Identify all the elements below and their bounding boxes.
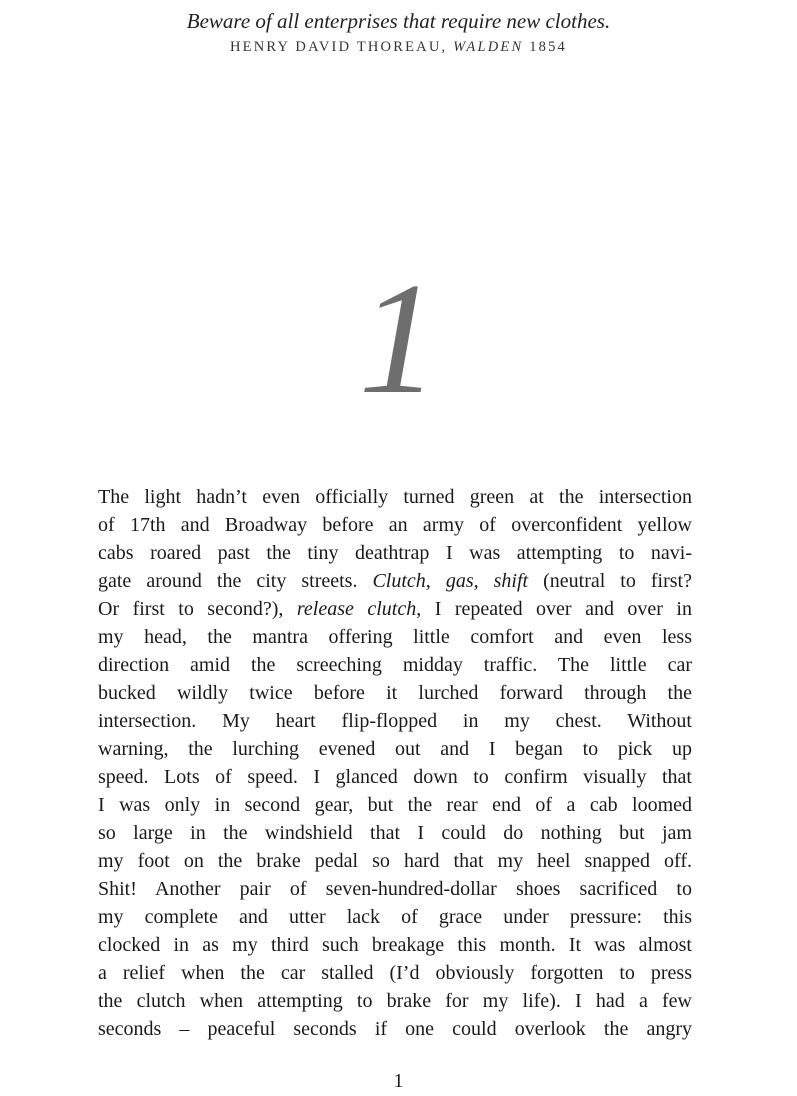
text-line [98,819,692,847]
italic-phrase: Clutch, gas, shift [372,570,529,592]
epigraph [0,6,797,58]
text-segment: seconds – peaceful seconds if one could overlook the angry [98,1018,692,1040]
epigraph-author: HENRY DAVID THOREAU, [229,39,448,55]
text-segment: (neutral to first? [528,570,692,592]
text-line [98,903,692,931]
text-line [98,511,692,539]
text-segment: The light hadn’t even officially turned green at the intersection [98,486,692,508]
text-line [98,651,692,679]
text-segment: the clutch when attempting to brake for my life). I had a few [98,990,692,1012]
text-line [98,959,692,987]
text-segment: bucked wildly twice before it lurched forward through the [98,682,692,704]
text-segment: of 17th and Broadway before an army of overconfident yellow [98,514,692,536]
chapter-number: 1 [358,249,439,427]
text-line [98,623,692,651]
text-segment: intersection. My heart flip-flopped in my chest. Without [98,710,692,732]
text-segment: Or first to second?), [98,598,297,620]
epigraph-attribution [0,36,797,58]
text-segment: my complete and utter lack of grace under pressure: this [98,906,692,928]
text-segment: , I repeated over and over in [416,598,692,620]
text-line [98,539,692,567]
text-segment: a relief when the car stalled (I’d obviously forgotten to press [98,962,692,984]
text-segment: speed. Lots of speed. I glanced down to confirm visually that [98,766,692,788]
text-line [98,595,692,623]
text-segment: gate around the city streets. [98,570,373,592]
chapter-body-text [98,483,692,1043]
text-segment: direction amid the screeching midday traffic. The little car [98,654,692,676]
text-segment: clocked in as my third such breakage this month. It was almost [98,934,692,956]
text-segment: my foot on the brake pedal so hard that my heel snapped off. [98,850,692,872]
text-line [98,931,692,959]
text-line [98,707,692,735]
epigraph-year: 1854 [529,39,567,55]
text-line [98,1015,692,1043]
text-line [98,483,692,511]
text-line [98,875,692,903]
text-line [98,987,692,1015]
text-segment: warning, the lurching evened out and I began to pick up [98,738,692,760]
text-line [98,567,692,595]
text-segment: my head, the mantra offering little comfort and even less [98,626,692,648]
italic-phrase: release clutch [296,598,417,620]
epigraph-work: WALDEN [453,39,524,55]
text-line [98,791,692,819]
text-segment: I was only in second gear, but the rear end of a cab loomed [98,794,692,816]
text-line [98,763,692,791]
text-segment: cabs roared past the tiny deathtrap I was attempting to navi- [98,542,692,564]
page-number: 1 [393,1070,404,1092]
text-segment: Shit! Another pair of seven-hundred-dollar shoes sacrificed to [98,878,692,900]
text-line [98,679,692,707]
text-segment: so large in the windshield that I could do nothing but jam [98,822,692,844]
text-line [98,847,692,875]
text-line [98,735,692,763]
epigraph-quote: Beware of all enterprises that require new clothes. [186,9,611,33]
